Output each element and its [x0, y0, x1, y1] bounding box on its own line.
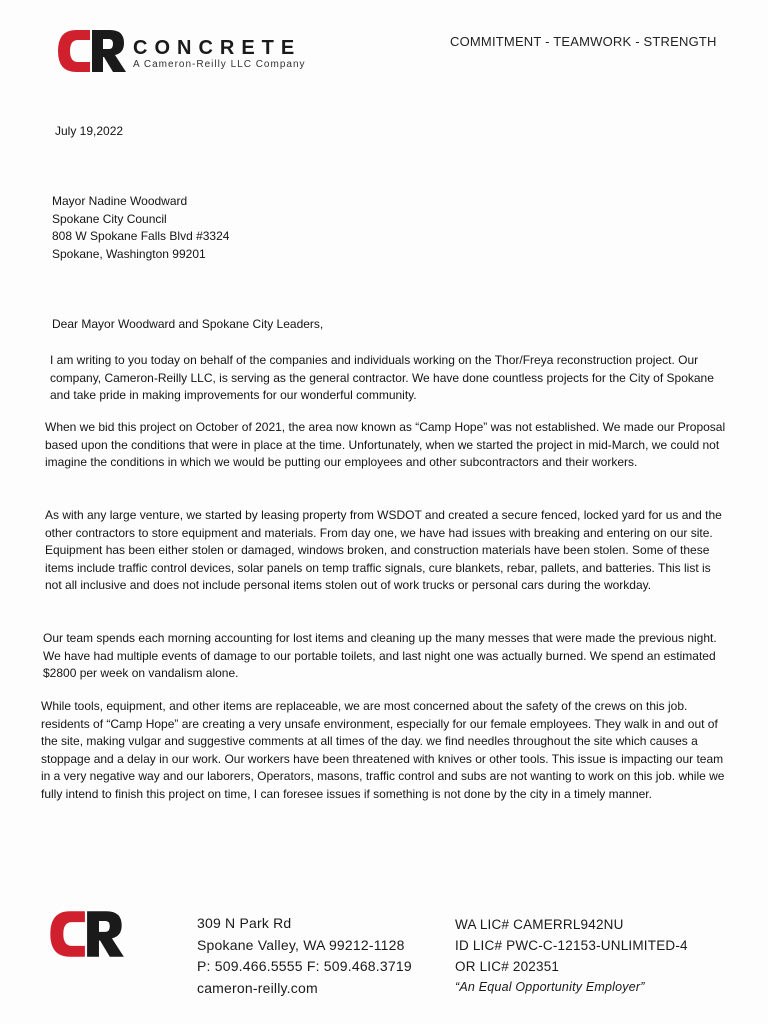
logo-r-shape: [92, 30, 126, 72]
body-paragraph: As with any large venture, we started by leasing property from WSDOT and created a secure fenced, locked yard for us and the other contractors to store equipment and materials. From day one, we have had issues with breaking and entering on our site. Equipment has been either stolen or damaged, windows broken, and construction materials have been stolen. Some of these items include traffic control devices, solar panels on temp traffic signals, cure blankets, rebar, pallets, and batteries. This list is not all inclusive and does not include personal items stolen out of work trucks or personal cars during the workday.: [45, 508, 722, 593]
footer-licenses: [455, 915, 688, 998]
body-paragraph: Our team spends each morning accounting for lost items and cleaning up the many messes that were made the previous night. We have had multiple events of damage to our portable toilets, and last night one was actually burned. We spend an estimated $2800 per week on vandalism alone.: [43, 631, 717, 681]
brand-name: CONCRETE: [133, 37, 302, 59]
footer-phone: P: 509.466.5555 F: 509.468.3719: [197, 958, 412, 974]
license-line: WA LIC# CAMERRL942NU: [455, 917, 624, 932]
footer-street: 309 N Park Rd: [197, 915, 292, 931]
footer-website: cameron-reilly.com: [197, 979, 318, 996]
cr-logo-icon: [54, 26, 128, 76]
body-paragraph: While tools, equipment, and other items are replaceable, we are most concerned about the safety of the crews on this job. residents of “Camp Hope” are creating a very unsafe environment, especially for our female employees. They walk in and out of the site, making vulgar and suggestive comments at all times of the day. we find needles throughout the site which causes a stoppage and a delay in our work. Our workers have been threatened with knives or other tools. This issue is impacting our team in a very negative way and our laborers, Operators, masons, traffic control and subs are not wanting to work on this job. while we fully intend to finish this project on time, I can foresee issues if something is not done by the city in a timely manner.: [41, 699, 725, 801]
recipient-line: Spokane City Council: [52, 211, 167, 226]
equal-opportunity-statement: “An Equal Opportunity Employer”: [455, 980, 645, 995]
footer-city: Spokane Valley, WA 99212-1128: [197, 936, 405, 953]
logo-r-shape: [87, 911, 124, 956]
brand-block: [133, 37, 306, 71]
letter-date: July 19,2022: [55, 124, 124, 138]
logo-c-shape: [58, 30, 90, 72]
footer-address: [197, 913, 412, 999]
footer-cr-logo-icon: [46, 906, 126, 962]
body-paragraph: When we bid this project on October of 2021, the area now known as “Camp Hope” was not established. We made our Proposal based upon the conditions that were in place at the time. Unfortunately, when we started the project in mid-March, we could not imagine the conditions in which we would be putting our employees and other subcontractors and their workers.: [45, 420, 726, 470]
brand-subtitle: A Cameron-Reilly LLC Company: [133, 59, 306, 70]
recipient-address: [52, 193, 229, 263]
license-line: OR LIC# 202351: [455, 958, 560, 974]
recipient-line: Mayor Nadine Woodward: [52, 194, 188, 208]
salutation: Dear Mayor Woodward and Spokane City Leaders,: [52, 317, 324, 331]
logo-c-shape: [50, 911, 85, 956]
body-paragraph: I am writing to you today on behalf of the companies and individuals working on the Thor/Freya reconstruction project. Our company, Cameron-Reilly LLC, is serving as the general contractor. We have done countless projects for the City of Spokane and take pride in making improvements for our wonderful community.: [50, 353, 714, 403]
company-tagline: COMMITMENT - TEAMWORK - STRENGTH: [450, 34, 717, 49]
recipient-line: Spokane, Washington 99201: [52, 246, 206, 261]
recipient-line: 808 W Spokane Falls Blvd #3324: [52, 229, 230, 243]
license-line: ID LIC# PWC-C-12153-UNLIMITED-4: [455, 937, 688, 953]
